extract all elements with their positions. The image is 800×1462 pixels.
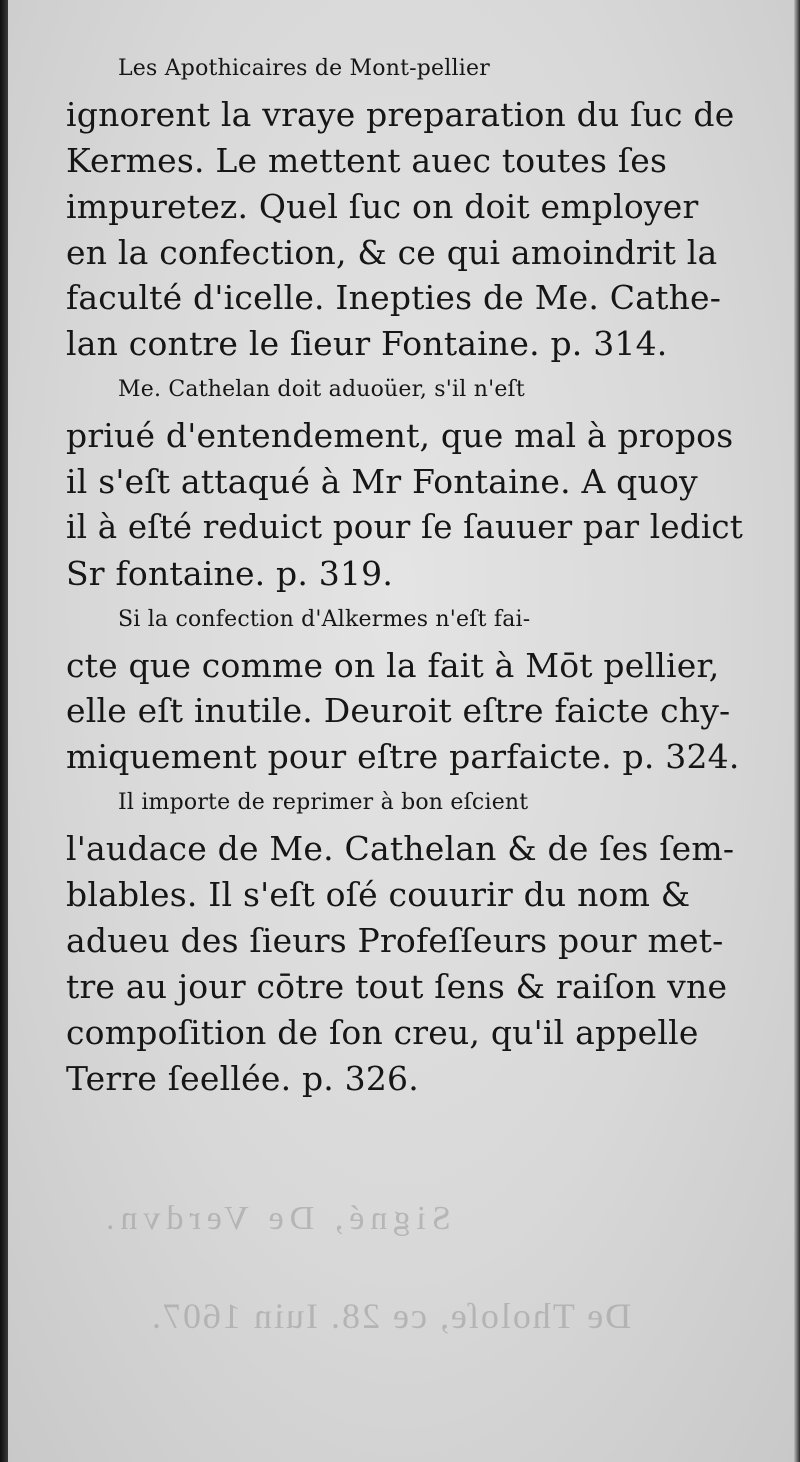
text-line: priué d'entendement, que mal à propos	[66, 416, 734, 456]
text-line: Si la confection d'Alkermes n'eſt fai-	[118, 606, 531, 632]
text-line: Me. Cathelan doit aduoüer, s'il n'eſt	[118, 377, 525, 403]
page-edge-left	[0, 0, 8, 1462]
show-through-dateline: De Tholoſe, ce 28. Iuin 1607.	[150, 1296, 632, 1336]
text-line: impuretez. Quel ſuc on doit employer	[66, 186, 699, 226]
text-line: il à eſté reduict pour ſe ſauuer par ledict	[66, 507, 744, 546]
text-line: faculté d'icelle. Inepties de Me. Cathe-	[66, 278, 722, 318]
text-line: lan contre le ſieur Fontaine. p. 314.	[66, 324, 668, 364]
text-line: il s'eſt attaqué à Mr Fontaine. A quoy	[66, 462, 698, 502]
text-line: Il importe de reprimer à bon eſcient	[118, 790, 529, 816]
text-line: blables. Il s'eſt oſé couurir du nom &	[66, 875, 691, 915]
text-line: tre au jour cōtre tout ſens & raiſon vne	[66, 966, 728, 1006]
text-line: adueu des ſieurs Profeſſeurs pour met-	[66, 920, 724, 960]
text-line: compoſition de ſon creu, qu'il appelle	[66, 1012, 699, 1052]
text-line: Sr fontaine. p. 319.	[66, 553, 394, 593]
text-line: elle eſt inutile. Deuroit eſtre faicte chy-	[66, 691, 731, 731]
text-line: l'audace de Me. Cathelan & de ſes ſem-	[66, 829, 735, 869]
text-line: Terre ſeellée. p. 326.	[66, 1058, 419, 1098]
text-line: ignorent la vraye preparation du ſuc de	[66, 94, 735, 134]
text-line: en la confection, & ce qui amoindrit la	[66, 232, 718, 272]
show-through-signature: Signé, De Verdvn.	[100, 1200, 451, 1237]
text-line: Les Apothicaires de Mont-pellier	[118, 56, 490, 81]
body-text	[66, 46, 746, 1101]
text-line: cte que comme on la fait à Mōt pellier,	[66, 645, 720, 685]
page-edge-right	[794, 0, 800, 1462]
text-line: Kermes. Le mettent auec toutes ſes	[66, 140, 668, 180]
text-line: miquement pour eſtre parfaicte. p. 324.	[66, 737, 740, 777]
